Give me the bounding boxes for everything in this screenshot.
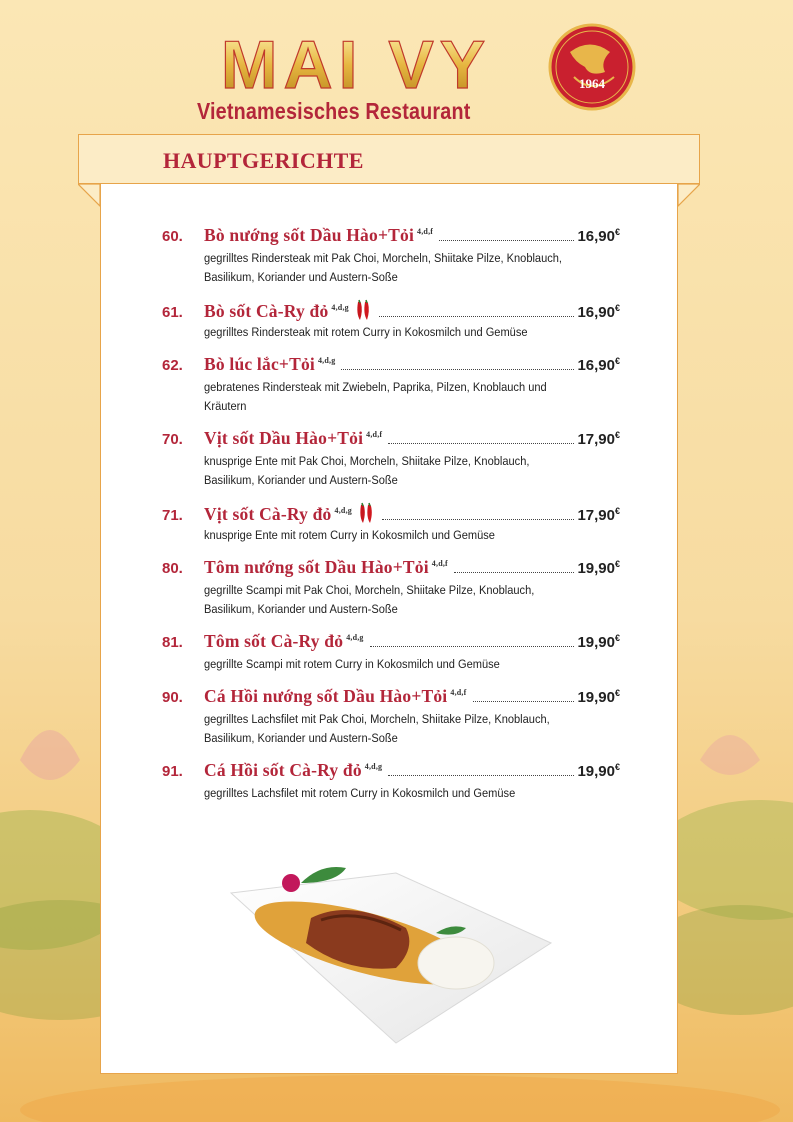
item-price bbox=[577, 356, 620, 374]
mai-vy-logo bbox=[186, 28, 526, 98]
menu-item-header bbox=[162, 225, 620, 249]
menu-item bbox=[162, 502, 620, 545]
currency-symbol: € bbox=[614, 356, 620, 366]
menu-item-header bbox=[162, 686, 620, 710]
leader-dots bbox=[388, 775, 574, 776]
item-description: gegrillte Scampi mit Pak Choi, Morcheln, Shiitake Pilze, Knoblauch, Basilikum, Koriander und Austern-Soße bbox=[204, 583, 535, 616]
chili-pepper-icon bbox=[353, 299, 373, 321]
menu-item-header bbox=[162, 428, 620, 452]
leader-dots bbox=[454, 572, 575, 573]
item-description: gebratenes Rindersteak mit Zwiebeln, Paprika, Pilzen, Knoblauch und Kräutern bbox=[204, 380, 547, 413]
leader-dots bbox=[382, 519, 574, 520]
item-number: 62. bbox=[162, 357, 183, 374]
item-description: knusprige Ente mit Pak Choi, Morcheln, Shiitake Pilze, Knoblauch, Basilikum, Koriander und Austern-Soße bbox=[204, 454, 530, 487]
item-number: 90. bbox=[162, 689, 183, 706]
item-name-text: Cá Hồi nướng sốt Dầu Hào+Tỏi bbox=[204, 686, 448, 706]
item-price bbox=[577, 633, 620, 651]
price-value: 19,90 bbox=[577, 634, 615, 651]
item-allergens: 4,d,f bbox=[417, 227, 434, 237]
menu-list bbox=[162, 225, 620, 815]
currency-symbol: € bbox=[614, 227, 620, 237]
currency-symbol: € bbox=[614, 506, 620, 516]
item-price bbox=[577, 506, 620, 524]
leader-dots bbox=[379, 316, 575, 317]
item-name-text: Bò sốt Cà-Ry đỏ bbox=[204, 301, 329, 321]
item-description: gegrilltes Lachsfilet mit rotem Curry in Kokosmilch und Gemüse bbox=[204, 786, 516, 800]
price-value: 19,90 bbox=[577, 689, 615, 706]
item-name bbox=[204, 299, 373, 322]
item-name-text: Tôm sốt Cà-Ry đỏ bbox=[204, 631, 344, 651]
leader-dots bbox=[370, 646, 575, 647]
item-allergens: 4,d,f bbox=[431, 559, 448, 569]
menu-item-header bbox=[162, 354, 620, 378]
item-name bbox=[204, 557, 448, 578]
item-name-text: Vịt sốt Dầu Hào+Tỏi bbox=[204, 428, 364, 448]
chili-pepper-icon bbox=[356, 502, 376, 524]
item-price bbox=[577, 303, 620, 321]
currency-symbol: € bbox=[614, 559, 620, 569]
dish-photo bbox=[226, 848, 556, 1048]
item-description: gegrilltes Lachsfilet mit Pak Choi, Morcheln, Shiitake Pilze, Knoblauch, Basilikum, Koriander und Austern-Soße bbox=[204, 712, 550, 745]
item-name bbox=[204, 225, 433, 246]
item-name-text: Cá Hồi sốt Cà-Ry đỏ bbox=[204, 760, 362, 780]
item-name-text: Bò nướng sốt Dầu Hào+Tỏi bbox=[204, 225, 415, 245]
menu-item bbox=[162, 428, 620, 490]
seal-year: 1964 bbox=[579, 76, 605, 91]
price-value: 16,90 bbox=[577, 304, 615, 321]
currency-symbol: € bbox=[614, 688, 620, 698]
section-title: HAUPTGERICHTE bbox=[163, 148, 364, 173]
menu-item bbox=[162, 354, 620, 416]
item-name bbox=[204, 760, 382, 781]
item-price bbox=[577, 559, 620, 577]
item-name bbox=[204, 631, 364, 652]
menu-item bbox=[162, 631, 620, 674]
currency-symbol: € bbox=[614, 762, 620, 772]
item-number: 71. bbox=[162, 507, 183, 524]
item-name-text: Tôm nướng sốt Dầu Hào+Tỏi bbox=[204, 557, 429, 577]
item-name-text: Bò lúc lắc+Tỏi bbox=[204, 354, 315, 374]
price-value: 17,90 bbox=[577, 507, 615, 524]
menu-item-header bbox=[162, 760, 620, 784]
menu-item-header bbox=[162, 557, 620, 581]
item-allergens: 4,d,g bbox=[346, 633, 364, 643]
item-allergens: 4,d,g bbox=[317, 356, 336, 366]
item-allergens: 4,d,g bbox=[364, 762, 383, 772]
item-name bbox=[204, 502, 376, 525]
menu-item-header bbox=[162, 299, 620, 323]
item-allergens: 4,d,g bbox=[331, 303, 349, 313]
item-name-text: Vịt sốt Cà-Ry đỏ bbox=[204, 504, 332, 524]
item-description: gegrillte Scampi mit rotem Curry in Kokosmilch und Gemüse bbox=[204, 657, 500, 671]
item-number: 91. bbox=[162, 763, 183, 780]
item-number: 60. bbox=[162, 228, 183, 245]
dragon-seal-icon bbox=[540, 22, 644, 112]
item-name bbox=[204, 428, 382, 449]
currency-symbol: € bbox=[614, 303, 620, 313]
item-number: 81. bbox=[162, 634, 183, 651]
item-number: 80. bbox=[162, 560, 183, 577]
currency-symbol: € bbox=[614, 633, 620, 643]
item-description: gegrilltes Rindersteak mit rotem Curry in Kokosmilch und Gemüse bbox=[204, 325, 528, 339]
leader-dots bbox=[341, 369, 574, 370]
menu-item-header bbox=[162, 502, 620, 526]
menu-item bbox=[162, 686, 620, 748]
currency-symbol: € bbox=[614, 430, 620, 440]
price-value: 19,90 bbox=[577, 560, 615, 577]
menu-item bbox=[162, 299, 620, 342]
menu-item bbox=[162, 557, 620, 619]
item-price bbox=[577, 762, 620, 780]
item-name bbox=[204, 354, 335, 375]
item-price bbox=[577, 688, 620, 706]
logo-text: MAI VY bbox=[220, 28, 492, 98]
price-value: 17,90 bbox=[577, 431, 615, 448]
leader-dots bbox=[388, 443, 574, 444]
item-allergens: 4,d,f bbox=[450, 688, 467, 698]
item-price bbox=[577, 227, 620, 245]
item-allergens: 4,d,f bbox=[366, 430, 383, 440]
item-allergens: 4,d,g bbox=[334, 506, 352, 516]
price-value: 16,90 bbox=[577, 357, 615, 374]
restaurant-subtitle: Vietnamesisches Restaurant bbox=[197, 98, 471, 124]
price-value: 16,90 bbox=[577, 228, 615, 245]
item-description: knusprige Ente mit rotem Curry in Kokosmilch und Gemüse bbox=[204, 528, 495, 542]
menu-item-header bbox=[162, 631, 620, 655]
section-banner bbox=[78, 134, 700, 184]
leader-dots bbox=[473, 701, 575, 702]
leader-dots bbox=[439, 240, 574, 241]
item-number: 70. bbox=[162, 431, 183, 448]
item-price bbox=[577, 430, 620, 448]
item-description: gegrilltes Rindersteak mit Pak Choi, Morcheln, Shiitake Pilze, Knoblauch, Basilikum, Koriander und Austern-Soße bbox=[204, 251, 563, 284]
menu-item bbox=[162, 225, 620, 287]
menu-item bbox=[162, 760, 620, 803]
price-value: 19,90 bbox=[577, 763, 615, 780]
item-number: 61. bbox=[162, 304, 183, 321]
item-name bbox=[204, 686, 467, 707]
